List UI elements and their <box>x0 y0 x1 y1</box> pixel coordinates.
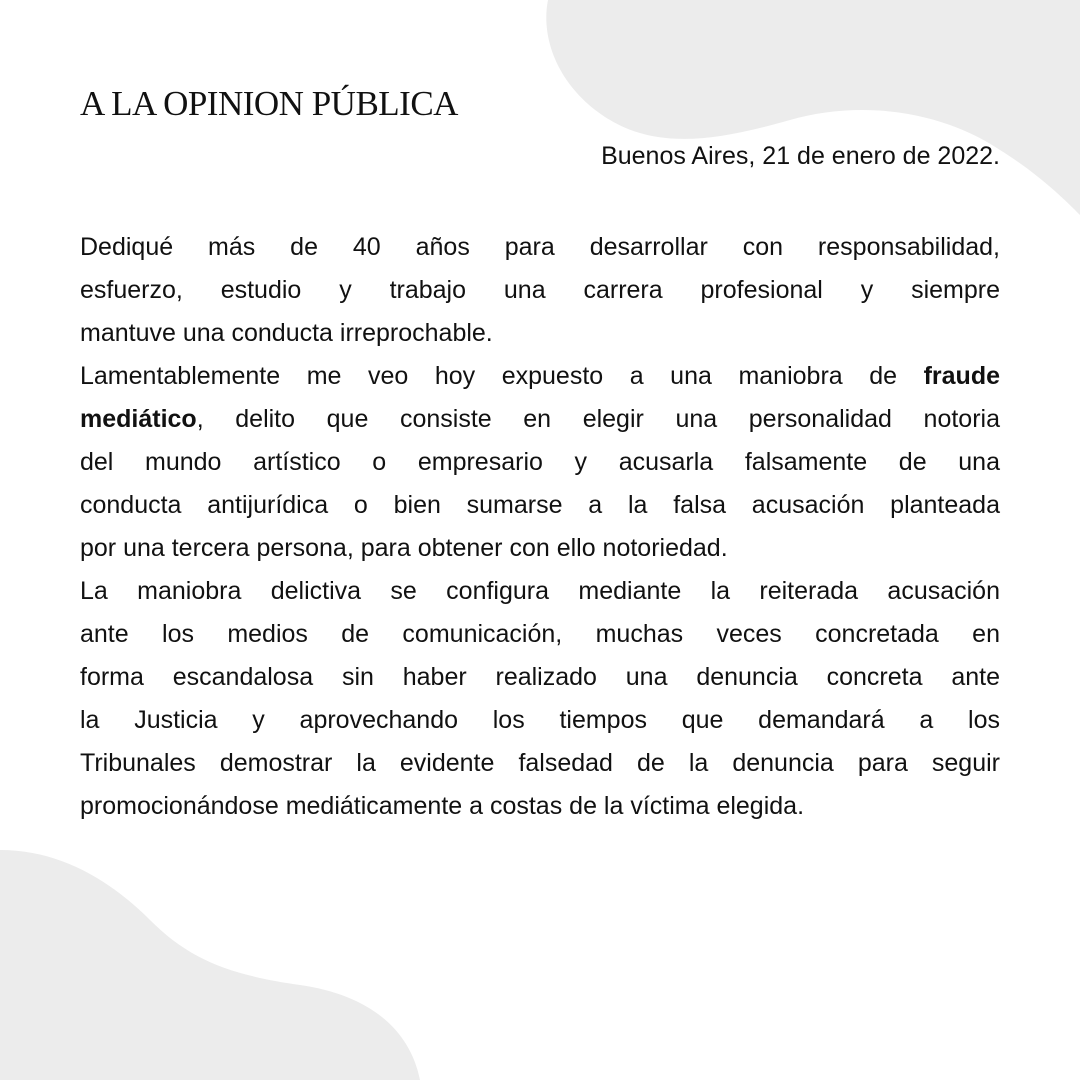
paragraph-3 <box>80 570 1000 828</box>
bottom-left-blob <box>0 850 420 1080</box>
text-line: del mundo artístico o empresario y acusarla falsamente de una <box>80 448 1000 476</box>
text-line: mantuve una conducta irreprochable. <box>80 319 493 347</box>
text-line: esfuerzo, estudio y trabajo una carrera profesional y siempre <box>80 276 1000 304</box>
page-title: A LA OPINION PÚBLICA <box>80 84 458 123</box>
text-line: La maniobra delictiva se configura mediante la reiterada acusación <box>80 577 1000 605</box>
text-segment: Lamentablemente me veo hoy expuesto a una maniobra de <box>80 362 924 390</box>
letter-body <box>80 226 1000 828</box>
bold-text: fraude <box>923 362 1000 390</box>
text-line: Dediqué más de 40 años para desarrollar con responsabilidad, <box>80 233 1000 261</box>
text-line: Tribunales demostrar la evidente falsedad de la denuncia para seguir <box>80 749 1000 777</box>
paragraph-1 <box>80 226 1000 355</box>
paragraph-2 <box>80 355 1000 570</box>
text-line: la Justicia y aprovechando los tiempos que demandará a los <box>80 706 1000 734</box>
bold-text: mediático <box>80 405 197 433</box>
text-line: ante los medios de comunicación, muchas veces concretada en <box>80 620 1000 648</box>
text-line: conducta antijurídica o bien sumarse a la falsa acusación planteada <box>80 491 1000 519</box>
text-line: por una tercera persona, para obtener con ello notoriedad. <box>80 534 728 562</box>
text-segment: , delito que consiste en elegir una personalidad notoria <box>196 405 1000 433</box>
top-right-blob <box>546 0 1080 215</box>
text-line: forma escandalosa sin haber realizado una denuncia concreta ante <box>80 663 1000 691</box>
text-line <box>80 355 1000 398</box>
date-line: Buenos Aires, 21 de enero de 2022. <box>601 142 1000 170</box>
text-line <box>80 398 1000 441</box>
text-line: promocionándose mediáticamente a costas de la víctima elegida. <box>80 792 805 820</box>
